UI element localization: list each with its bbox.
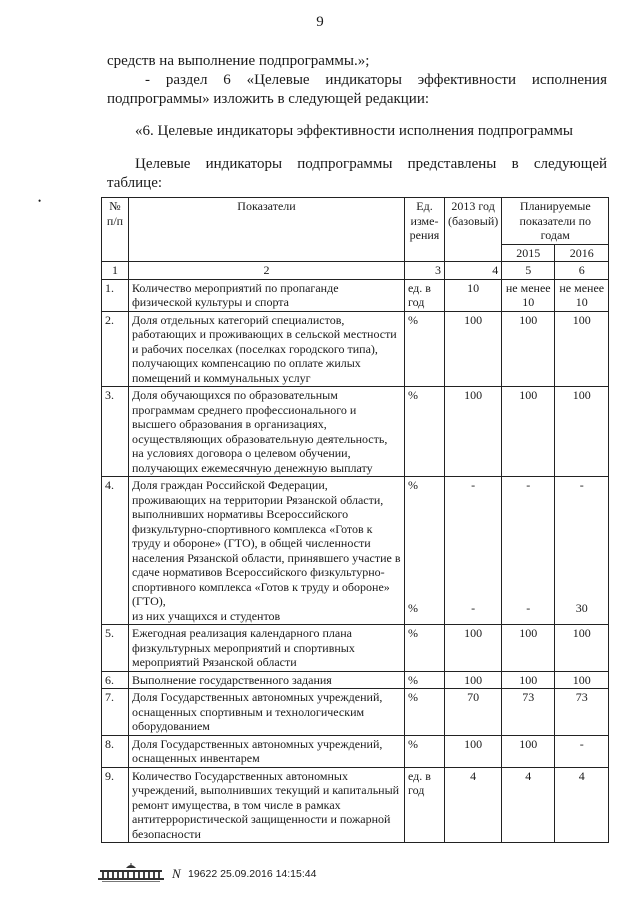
indicators-table [101, 197, 609, 843]
header-year-2016: 2016 [555, 244, 609, 262]
row-unit: % [405, 387, 445, 477]
header-num: № п/п [102, 198, 129, 262]
document-footer [96, 862, 516, 886]
row-base-value: 70 [445, 689, 502, 736]
row-unit [405, 477, 445, 625]
row-2015-value [502, 477, 555, 625]
margin-mark: • [38, 196, 42, 206]
row-number: 5. [102, 625, 129, 672]
row-2016-value: 100 [555, 311, 609, 387]
table-row [102, 767, 609, 843]
row-base-value: 100 [445, 671, 502, 689]
col-number: 4 [445, 262, 502, 280]
row-base-value [445, 477, 502, 625]
row-base-value: 10 [445, 279, 502, 311]
row-2015-main: - [526, 478, 531, 492]
row-2015-value: 100 [502, 671, 555, 689]
intro-line-2: - раздел 6 «Целевые индикаторы эффективности исполнения [145, 72, 607, 88]
header-unit: Ед. изме-рения [405, 198, 445, 262]
government-building-logo-icon [96, 862, 166, 887]
row-2016-value: 100 [555, 387, 609, 477]
row-2015-value: 100 [502, 387, 555, 477]
table-intro-line-1: Целевые индикаторы подпрограммы представлены в следующей [135, 156, 607, 172]
row-base-sub: - [471, 600, 476, 615]
row-number: 3. [102, 387, 129, 477]
row-indicator: Доля отдельных категорий специалистов, работающих и проживающих в сельской местности и рабочих поселках (поселках городского типа), получающих компенсацию по оплате жилых помещений и коммунальных услуг [129, 311, 405, 387]
col-number: 2 [129, 262, 405, 280]
table-row [102, 279, 609, 311]
header-planned: Планируемые показатели по годам [502, 198, 609, 245]
header-base: 2013 год (базовый) [445, 198, 502, 262]
table-row [102, 387, 609, 477]
row-unit: % [405, 735, 445, 767]
row-indicator-sub: из них учащихся и студентов [132, 608, 281, 623]
row-2015-sub: - [526, 600, 531, 615]
row-2015-value: 4 [502, 767, 555, 843]
row-indicator: Выполнение государственного задания [129, 671, 405, 689]
table-row [102, 735, 609, 767]
row-unit-sub: % [408, 600, 418, 615]
table-row [102, 311, 609, 387]
row-2015-value: не менее 10 [502, 279, 555, 311]
registration-mark: N [172, 866, 181, 881]
table-row [102, 689, 609, 736]
intro-line-1: средств на выполнение подпрограммы.»; [107, 53, 370, 69]
page-number: 9 [316, 14, 324, 30]
row-2015-value: 73 [502, 689, 555, 736]
row-base-value: 100 [445, 311, 502, 387]
row-indicator: Количество мероприятий по пропаганде физической культуры и спорта [129, 279, 405, 311]
row-unit: % [405, 311, 445, 387]
row-base-value: 100 [445, 387, 502, 477]
header-indicator: Показатели [129, 198, 405, 262]
row-2016-value: не менее 10 [555, 279, 609, 311]
row-2016-value: - [555, 735, 609, 767]
row-indicator: Ежегодная реализация календарного плана физкультурных мероприятий и спортивных мероприятий Рязанской области [129, 625, 405, 672]
table-intro-line-2: таблице: [107, 175, 163, 191]
row-2016-value: 100 [555, 625, 609, 672]
row-number: 6. [102, 671, 129, 689]
row-2016-sub: 30 [575, 600, 588, 615]
col-number: 3 [405, 262, 445, 280]
row-indicator: Количество Государственных автономных учреждений, выполнивших текущий и капитальный ремонт имущества, в том числе в рамках антитеррористической защищенности и пожарной безопасности [129, 767, 405, 843]
table-row [102, 477, 609, 625]
row-unit: ед. в год [405, 767, 445, 843]
row-unit: % [405, 689, 445, 736]
row-unit: % [405, 625, 445, 672]
row-number: 7. [102, 689, 129, 736]
row-base-value: 100 [445, 735, 502, 767]
row-indicator [129, 477, 405, 625]
row-2016-value [555, 477, 609, 625]
col-number: 1 [102, 262, 129, 280]
row-indicator: Доля обучающихся по образовательным программам среднего профессионального и высшего образования в организациях, осуществляющих образовательную деятельность, на условиях договора о целевом обучении, получающих ежемесячную денежную выплату [129, 387, 405, 477]
row-number: 4. [102, 477, 129, 625]
row-indicator: Доля Государственных автономных учреждений, оснащенных спортивным и технологическим оборудованием [129, 689, 405, 736]
table-row [102, 625, 609, 672]
row-indicator: Доля Государственных автономных учреждений, оснащенных инвентарем [129, 735, 405, 767]
registration-stamp: 19622 25.09.2016 14:15:44 [188, 868, 317, 880]
row-2015-value: 100 [502, 311, 555, 387]
row-unit: % [405, 671, 445, 689]
row-base-main: - [471, 478, 476, 492]
column-numbers-row [102, 262, 609, 280]
row-2015-value: 100 [502, 625, 555, 672]
row-base-value: 4 [445, 767, 502, 843]
table-row [102, 671, 609, 689]
row-2016-main: - [579, 478, 584, 492]
row-number: 8. [102, 735, 129, 767]
row-2015-value: 100 [502, 735, 555, 767]
header-year-2015: 2015 [502, 244, 555, 262]
row-indicator-main: Доля граждан Российской Федерации, проживающих на территории Рязанской области, выполнивших нормативы Всероссийского физкультурно-спортивного комплекса «Готов к труду и обороне» (ГТО), в общей численности населения Рязанской области, принявшего участие в сдаче нормативов Всероссийского физкультурно-спортивного комплекса «Готов к труду и обороне» (ГТО), [132, 478, 401, 608]
row-number: 2. [102, 311, 129, 387]
row-base-value: 100 [445, 625, 502, 672]
row-number: 9. [102, 767, 129, 843]
intro-line-3: подпрограммы» изложить в следующей редакции: [107, 91, 430, 107]
row-number: 1. [102, 279, 129, 311]
col-number: 5 [502, 262, 555, 280]
section-title: «6. Целевые индикаторы эффективности исполнения подпрограммы [135, 123, 573, 139]
table-header-row [102, 198, 609, 245]
row-unit-main: % [408, 478, 418, 492]
row-2016-value: 100 [555, 671, 609, 689]
row-2016-value: 4 [555, 767, 609, 843]
col-number: 6 [555, 262, 609, 280]
row-2016-value: 73 [555, 689, 609, 736]
row-unit: ед. в год [405, 279, 445, 311]
